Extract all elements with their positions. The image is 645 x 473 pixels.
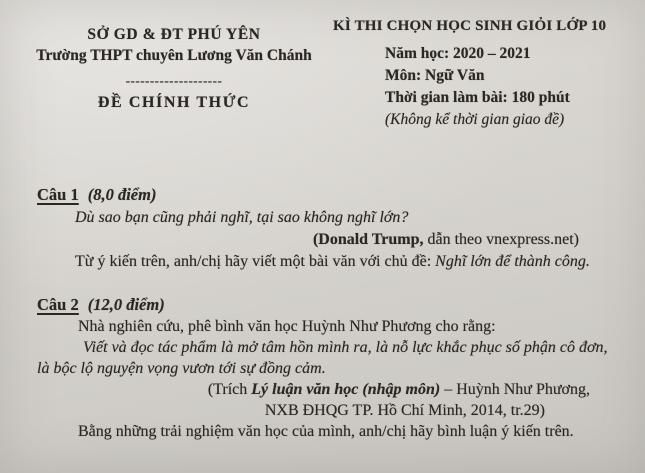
question-2-label: Câu 2 xyxy=(37,295,79,314)
task-topic: Nghĩ lớn để thành công. xyxy=(435,253,590,270)
question-1-attribution xyxy=(37,229,617,251)
exam-title: KÌ THI CHỌN HỌC SINH GIỎI LỚP 10 xyxy=(333,18,607,34)
question-1-points: (8,0 điểm) xyxy=(87,185,157,204)
subject: Môn: Ngữ Văn xyxy=(385,67,485,84)
question-2-points: (12,0 điểm) xyxy=(87,295,165,314)
citation-author: – Huỳnh Như Phương, xyxy=(440,381,590,398)
official-exam-label: ĐỀ CHÍNH THỨC xyxy=(97,94,251,111)
school-year: Năm học: 2020 – 2021 xyxy=(385,45,531,62)
school-name: Trường THPT chuyên Lương Văn Chánh xyxy=(36,47,312,64)
attribution-source: dẫn theo vnexpress.net) xyxy=(423,231,579,248)
question-1-quote: Dù sao bạn cũng phải nghĩ, tại sao không nghĩ lớn? xyxy=(75,209,409,226)
exam-meta xyxy=(385,43,635,131)
question-2-task: Bằng những trải nghiệm văn học của mình, anh/chị hãy bình luận ý kiến trên. xyxy=(78,423,574,440)
question-2-heading xyxy=(37,294,617,316)
department-name: SỞ GD & ĐT PHÚ YÊN xyxy=(87,26,261,43)
question-1-label: Câu 1 xyxy=(37,185,79,204)
task-text: Từ ý kiến trên, anh/chị hãy viết một bài văn với chủ đề: xyxy=(75,253,436,270)
duration-note: (Không kể thời gian giao đề) xyxy=(385,111,565,128)
header-divider: -------------------- xyxy=(125,73,223,88)
duration: Thời gian làm bài: 180 phút xyxy=(385,89,570,106)
question-1-heading xyxy=(37,184,617,207)
question-2-quote-line1: Viết và đọc tác phẩm là mở tâm hồn mình ra, là nỗ lực khắc phục số phận cô đơn, xyxy=(83,339,608,356)
header-left xyxy=(28,24,320,111)
question-2-citation xyxy=(37,379,617,400)
citation-source: Lý luận văn học (nhập môn) xyxy=(251,381,441,398)
question-1 xyxy=(37,184,617,273)
question-2 xyxy=(37,294,617,442)
question-2-citation-publisher: NXB ĐHQG TP. Hồ Chí Minh, 2014, tr.29) xyxy=(264,402,545,419)
question-2-intro: Nhà nghiên cứu, phê bình văn học Huỳnh Như Phương cho rằng: xyxy=(78,318,496,335)
citation-prefix: (Trích xyxy=(207,381,252,398)
attribution-author: (Donald Trump, xyxy=(312,231,424,248)
question-2-quote-line2: là bộc lộ nguyện vọng vươn tới sự đồng cảm. xyxy=(37,360,326,377)
question-1-task xyxy=(37,251,617,273)
header-right xyxy=(333,16,635,131)
